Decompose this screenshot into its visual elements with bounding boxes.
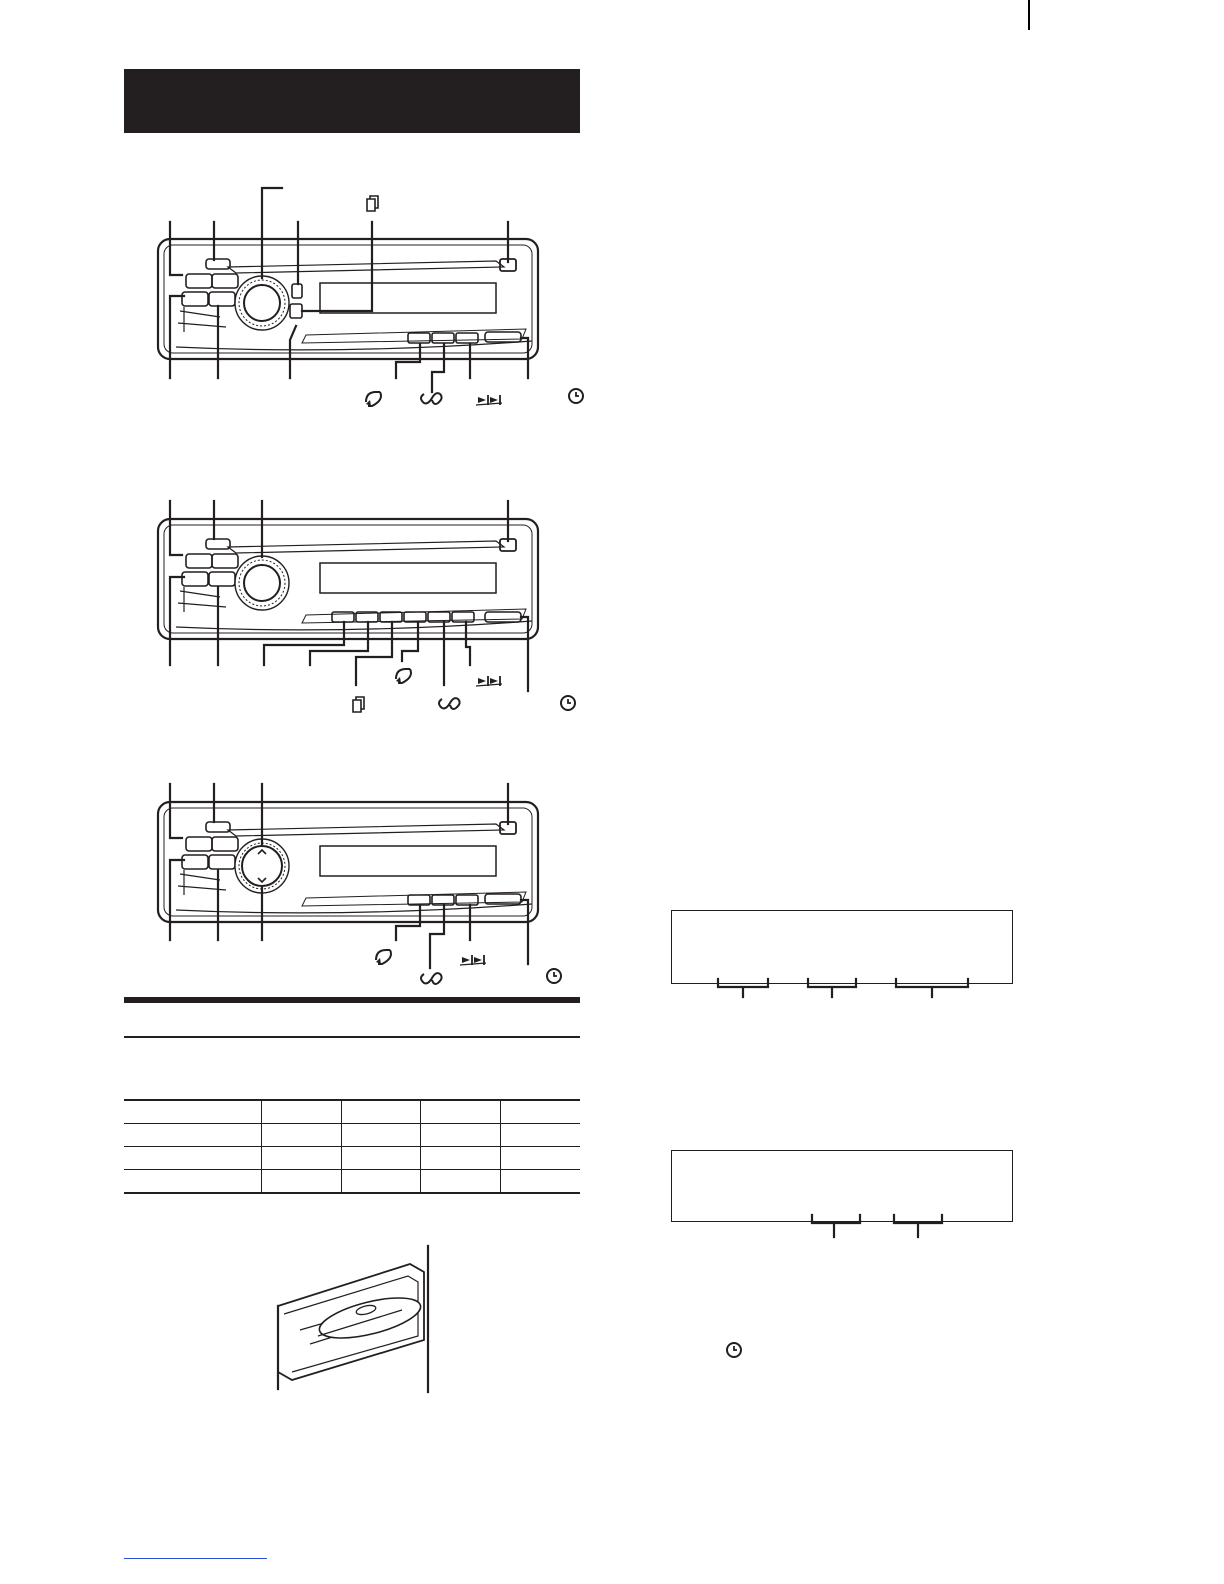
- table-row: [124, 1124, 580, 1147]
- display-example-1: [671, 910, 1013, 984]
- repeat-icon: [396, 669, 411, 683]
- disc-select-icon: [367, 196, 378, 211]
- crop-mark: [1028, 0, 1030, 30]
- repeat-icon: [376, 950, 391, 964]
- display-example-2-brackets: [671, 1210, 1013, 1240]
- display-example-1-brackets: [671, 975, 1013, 1001]
- section-header-bar: [124, 69, 580, 133]
- clock-icon: [569, 389, 583, 403]
- table-row: [124, 1147, 580, 1170]
- random-icon: [421, 393, 442, 404]
- unit-diagram-3: [120, 778, 590, 993]
- footer-link-underline: [124, 1558, 267, 1559]
- play-pause-icon: [460, 955, 486, 965]
- unit-diagram-2: [120, 495, 590, 720]
- play-pause-icon: [476, 676, 502, 686]
- random-icon: [421, 973, 442, 984]
- unit-diagram-1: [120, 180, 590, 410]
- section-rule-thick: [124, 997, 580, 1003]
- clock-icon: [561, 696, 575, 710]
- spec-table: [124, 1099, 580, 1194]
- repeat-icon: [366, 392, 381, 406]
- table-row: [124, 1170, 580, 1194]
- disc-select-icon: [353, 697, 364, 712]
- table-row: [124, 1100, 580, 1124]
- random-icon: [439, 698, 460, 709]
- clock-icon: [724, 1340, 744, 1360]
- clock-icon: [547, 969, 561, 983]
- section-rule-thin: [124, 1036, 580, 1038]
- play-pause-icon: [476, 395, 502, 405]
- disc-insertion-illustration: [270, 1244, 440, 1394]
